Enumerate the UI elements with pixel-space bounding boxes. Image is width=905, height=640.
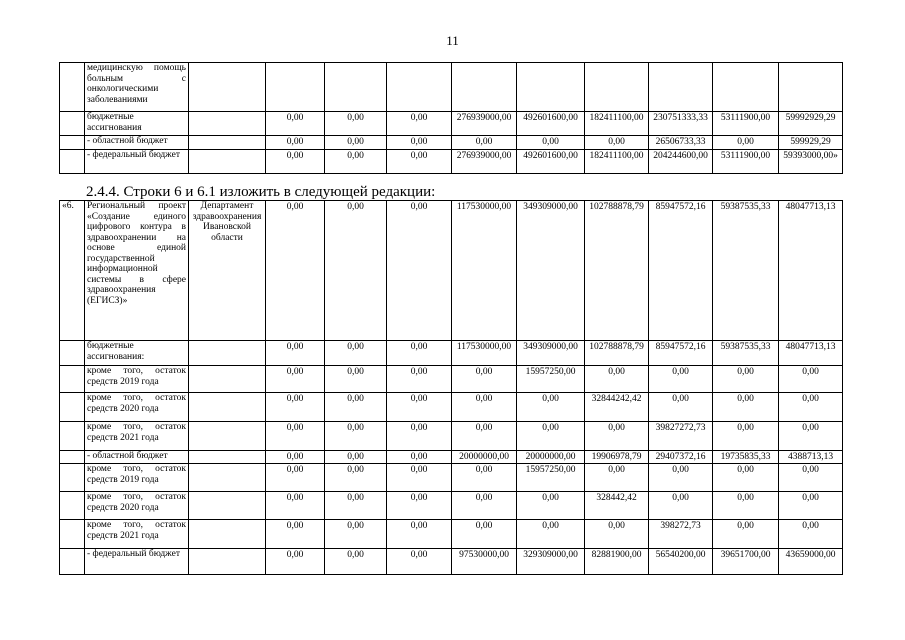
- value-cell: 102788878,79: [585, 201, 649, 341]
- value-cell: 82881900,00: [585, 549, 649, 575]
- row-label: - областной бюджет: [85, 451, 189, 464]
- value-cell: 0,00: [266, 520, 325, 549]
- row-number-cell: [60, 63, 85, 112]
- value-cell: 15957250,00: [517, 366, 585, 393]
- value-cell: 102788878,79: [585, 341, 649, 366]
- value-cell: 0,00: [325, 150, 387, 174]
- value-cell: 15957250,00: [517, 464, 585, 492]
- value-cell: 29407372,16: [649, 451, 713, 464]
- table-row: [60, 464, 843, 492]
- value-cell: 0,00: [387, 112, 452, 136]
- row-label: кроме того, остаток средств 2021 года: [85, 520, 189, 549]
- value-cell: 0,00: [266, 366, 325, 393]
- value-cell: 0,00: [779, 366, 843, 393]
- executor-cell: [189, 464, 266, 492]
- value-cell: 0,00: [713, 422, 779, 451]
- value-cell: 19906978,79: [585, 451, 649, 464]
- value-cell: 117530000,00: [452, 341, 517, 366]
- value-cell: 0,00: [387, 366, 452, 393]
- value-cell: 0,00: [266, 422, 325, 451]
- value-cell: 0,00: [452, 422, 517, 451]
- row-number-cell: [60, 422, 85, 451]
- value-cell: 0,00: [325, 549, 387, 575]
- value-cell: 0,00: [517, 492, 585, 520]
- value-cell: 20000000,00: [517, 451, 585, 464]
- value-cell: 0,00: [387, 201, 452, 341]
- value-cell: 0,00: [649, 464, 713, 492]
- value-cell: 0,00: [387, 492, 452, 520]
- value-cell: 0,00: [266, 549, 325, 575]
- value-cell: 117530000,00: [452, 201, 517, 341]
- row-number-cell: [60, 393, 85, 422]
- value-cell: 0,00: [452, 366, 517, 393]
- row-label: кроме того, остаток средств 2019 года: [85, 464, 189, 492]
- row-number-cell: [60, 549, 85, 575]
- value-cell: 0,00: [517, 520, 585, 549]
- value-cell: 39651700,00: [713, 549, 779, 575]
- value-cell: [779, 63, 843, 112]
- value-cell: 328442,42: [585, 492, 649, 520]
- value-cell: 0,00: [387, 451, 452, 464]
- value-cell: 349309000,00: [517, 201, 585, 341]
- table-row: [60, 492, 843, 520]
- table-row: [60, 451, 843, 464]
- value-cell: 0,00: [325, 451, 387, 464]
- row-label: кроме того, остаток средств 2021 года: [85, 422, 189, 451]
- executor-cell: [189, 451, 266, 464]
- table-row: [60, 136, 843, 150]
- value-cell: 0,00: [266, 393, 325, 422]
- executor-cell: [189, 422, 266, 451]
- value-cell: 0,00: [266, 451, 325, 464]
- value-cell: [452, 63, 517, 112]
- value-cell: 39827272,73: [649, 422, 713, 451]
- executor-cell: [189, 492, 266, 520]
- value-cell: 48047713,13: [779, 201, 843, 341]
- value-cell: 0,00: [585, 520, 649, 549]
- executor-cell: [189, 112, 266, 136]
- value-cell: 0,00: [779, 520, 843, 549]
- value-cell: 59992929,29: [779, 112, 843, 136]
- value-cell: 0,00: [585, 136, 649, 150]
- value-cell: 85947572,16: [649, 201, 713, 341]
- value-cell: 0,00: [325, 136, 387, 150]
- executor-cell: [189, 549, 266, 575]
- value-cell: 599929,29: [779, 136, 843, 150]
- value-cell: 97530000,00: [452, 549, 517, 575]
- row-number-cell: [60, 112, 85, 136]
- executor-cell: [189, 520, 266, 549]
- value-cell: 0,00: [266, 112, 325, 136]
- value-cell: [649, 63, 713, 112]
- row-number-cell: [60, 520, 85, 549]
- table-row: [60, 341, 843, 366]
- table-row: [60, 150, 843, 174]
- value-cell: 204244600,00: [649, 150, 713, 174]
- value-cell: 53111900,00: [713, 150, 779, 174]
- value-cell: 0,00: [325, 366, 387, 393]
- value-cell: 329309000,00: [517, 549, 585, 575]
- value-cell: [266, 63, 325, 112]
- value-cell: 20000000,00: [452, 451, 517, 464]
- value-cell: 0,00: [713, 464, 779, 492]
- value-cell: 398272,73: [649, 520, 713, 549]
- value-cell: 0,00: [325, 201, 387, 341]
- table-row: [60, 112, 843, 136]
- value-cell: 182411100,00: [585, 150, 649, 174]
- value-cell: 0,00: [779, 422, 843, 451]
- value-cell: 56540200,00: [649, 549, 713, 575]
- value-cell: 0,00: [325, 341, 387, 366]
- table-row-project: [60, 201, 843, 341]
- executor-cell: [189, 150, 266, 174]
- value-cell: [325, 63, 387, 112]
- table-row: [60, 549, 843, 575]
- row-label: медицинскую помощь больным с онкологическими заболеваниями: [85, 63, 189, 112]
- value-cell: 182411100,00: [585, 112, 649, 136]
- value-cell: 0,00: [452, 520, 517, 549]
- value-cell: 32844242,42: [585, 393, 649, 422]
- value-cell: 0,00: [452, 464, 517, 492]
- executor-cell: [189, 366, 266, 393]
- executor-cell: [189, 341, 266, 366]
- table-row: [60, 520, 843, 549]
- project-name: Региональный проект «Создание единого цифрового контура в здравоохранении на основе единой государственной информационной системы в сфере здравоохранения (ЕГИСЗ)»: [85, 201, 189, 341]
- value-cell: 0,00: [325, 393, 387, 422]
- value-cell: 0,00: [452, 492, 517, 520]
- value-cell: 0,00: [713, 136, 779, 150]
- row-label: кроме того, остаток средств 2019 года: [85, 366, 189, 393]
- value-cell: 0,00: [779, 393, 843, 422]
- value-cell: 0,00: [325, 422, 387, 451]
- value-cell: 276939000,00: [452, 112, 517, 136]
- value-cell: [713, 63, 779, 112]
- table-row: [60, 393, 843, 422]
- row-label: - федеральный бюджет: [85, 150, 189, 174]
- value-cell: 0,00: [452, 393, 517, 422]
- value-cell: 85947572,16: [649, 341, 713, 366]
- table-row: [60, 422, 843, 451]
- executor-cell: [189, 393, 266, 422]
- value-cell: 48047713,13: [779, 341, 843, 366]
- value-cell: 0,00: [387, 464, 452, 492]
- value-cell: 59387535,33: [713, 201, 779, 341]
- value-cell: 0,00: [387, 549, 452, 575]
- row-label: кроме того, остаток средств 2020 года: [85, 492, 189, 520]
- executor-cell: [189, 136, 266, 150]
- row-number-cell: [60, 451, 85, 464]
- value-cell: 0,00: [713, 393, 779, 422]
- row-label: бюджетные ассигнования: [85, 112, 189, 136]
- value-cell: 4388713,13: [779, 451, 843, 464]
- value-cell: 0,00: [517, 422, 585, 451]
- value-cell: 0,00: [387, 341, 452, 366]
- value-cell: 43659000,00: [779, 549, 843, 575]
- value-cell: 0,00: [585, 366, 649, 393]
- value-cell: 26506733,33: [649, 136, 713, 150]
- row-number-cell: [60, 492, 85, 520]
- value-cell: 0,00: [266, 492, 325, 520]
- value-cell: 0,00: [387, 520, 452, 549]
- section-heading: 2.4.4. Строки 6 и 6.1 изложить в следующей редакции:: [86, 184, 436, 200]
- row-number-cell: [60, 136, 85, 150]
- page-number: 11: [446, 33, 459, 48]
- row-number-cell: [60, 341, 85, 366]
- row-label: бюджетные ассигнования:: [85, 341, 189, 366]
- value-cell: 0,00: [517, 393, 585, 422]
- row-label: - областной бюджет: [85, 136, 189, 150]
- table-continuation: [59, 62, 843, 174]
- value-cell: 0,00: [779, 464, 843, 492]
- value-cell: 0,00: [649, 492, 713, 520]
- value-cell: 0,00: [452, 136, 517, 150]
- value-cell: 0,00: [713, 520, 779, 549]
- value-cell: 349309000,00: [517, 341, 585, 366]
- row-number: «6.: [60, 201, 85, 341]
- value-cell: 276939000,00: [452, 150, 517, 174]
- table-row: [60, 366, 843, 393]
- value-cell: 230751333,33: [649, 112, 713, 136]
- value-cell: 0,00: [713, 366, 779, 393]
- value-cell: [585, 63, 649, 112]
- value-cell: 492601600,00: [517, 112, 585, 136]
- value-cell: 0,00: [779, 492, 843, 520]
- row-label: кроме того, остаток средств 2020 года: [85, 393, 189, 422]
- value-cell: 53111900,00: [713, 112, 779, 136]
- value-cell: 0,00: [325, 112, 387, 136]
- value-cell: 0,00: [517, 136, 585, 150]
- value-cell: 0,00: [266, 201, 325, 341]
- table-program-rows: [59, 200, 843, 575]
- table-row: [60, 63, 843, 112]
- value-cell: 59387535,33: [713, 341, 779, 366]
- value-cell: 0,00: [649, 366, 713, 393]
- value-cell: 0,00: [325, 464, 387, 492]
- executor-cell: [189, 63, 266, 112]
- value-cell: 0,00: [387, 136, 452, 150]
- executor: Департамент здравоохранения Ивановской области: [189, 201, 266, 341]
- row-label: - федеральный бюджет: [85, 549, 189, 575]
- value-cell: 59393000,00»: [779, 150, 843, 174]
- value-cell: 0,00: [387, 393, 452, 422]
- value-cell: 0,00: [585, 422, 649, 451]
- value-cell: 0,00: [325, 520, 387, 549]
- row-number-cell: [60, 464, 85, 492]
- value-cell: 0,00: [713, 492, 779, 520]
- value-cell: [387, 63, 452, 112]
- row-number-cell: [60, 150, 85, 174]
- value-cell: 0,00: [325, 492, 387, 520]
- row-number-cell: [60, 366, 85, 393]
- value-cell: 0,00: [649, 393, 713, 422]
- value-cell: 0,00: [266, 136, 325, 150]
- value-cell: 0,00: [266, 341, 325, 366]
- value-cell: [517, 63, 585, 112]
- value-cell: 0,00: [266, 150, 325, 174]
- value-cell: 19735835,33: [713, 451, 779, 464]
- value-cell: 0,00: [387, 422, 452, 451]
- value-cell: 0,00: [266, 464, 325, 492]
- value-cell: 0,00: [387, 150, 452, 174]
- value-cell: 492601600,00: [517, 150, 585, 174]
- value-cell: 0,00: [585, 464, 649, 492]
